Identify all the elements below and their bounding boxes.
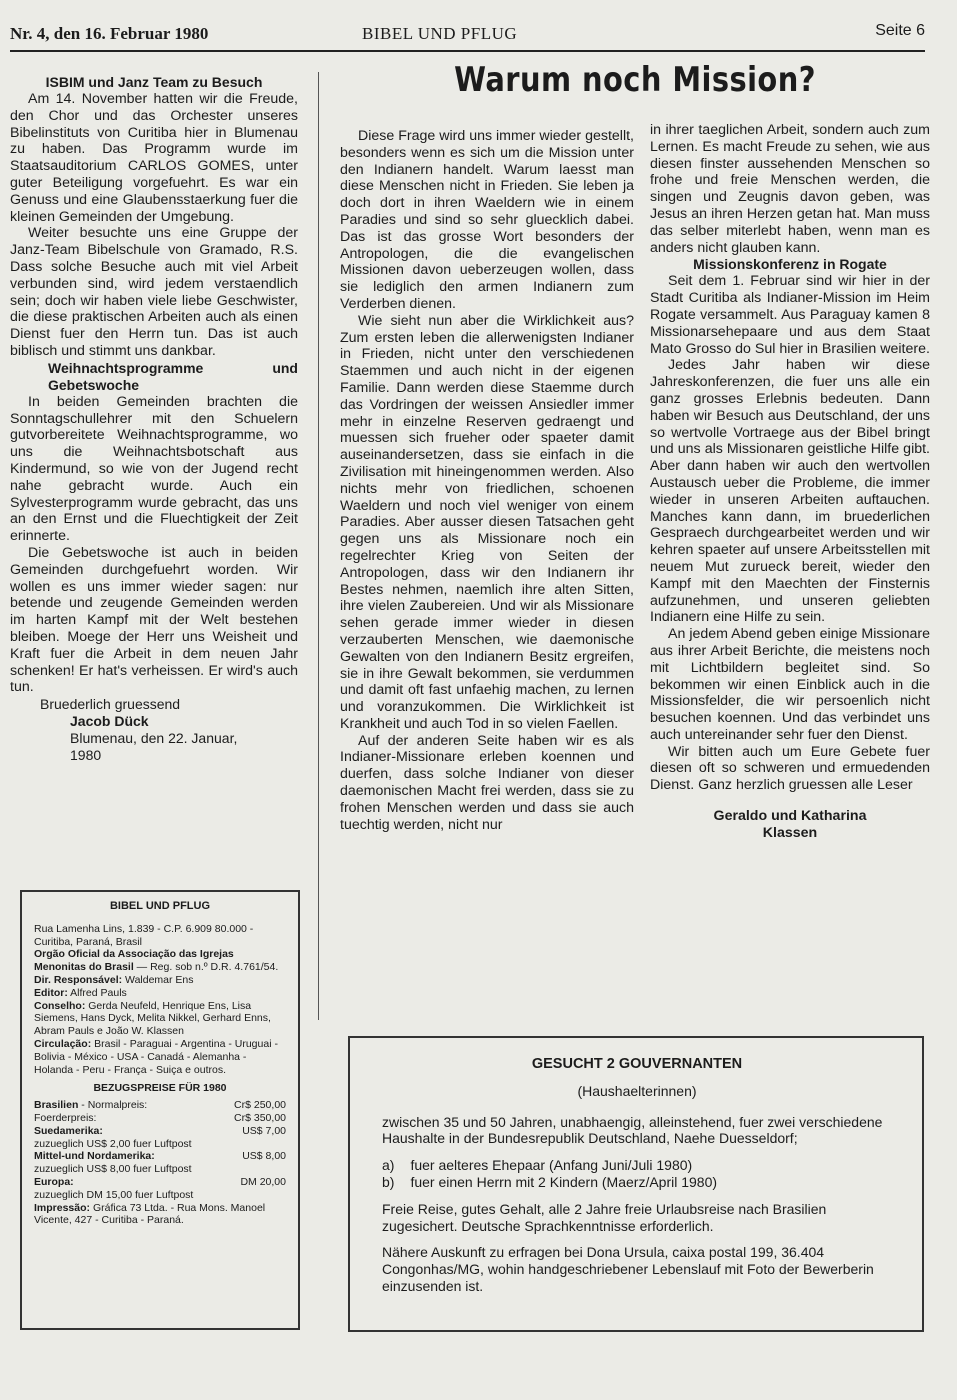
paragraph: Die Gebetswoche ist auch in beiden Gemeinden durchgefuehrt worden. Wir wollen es uns immer wieder sagen: nur betende und zeugende Gemeinden werden im harten Kampf mit der Welt bestehen bleiben. Moege der Herr uns Weisheit und Kraft fuer die Arbeit in dem neuen Jahr schenken! Er hat's verheissen. Er wird's auch tun. [10,544,298,696]
price-row: Suedamerika: US$ 7,00 [34,1124,286,1137]
ad-paragraph: Nähere Auskunft zu erfragen bei Dona Ursula, caixa postal 199, 36.404 Congonhas/MG, wohin handgeschriebener Lebenslauf mit Foto der Bewerberin einzusenden ist. [382,1244,874,1294]
price-list [34,1099,286,1201]
paragraph: Wir bitten auch um Eure Gebete fuer diesen oft so schweren und ermuedenden Dienst. Ganz herzlich gruessen alle Leser [650,743,930,794]
price-value: DM 20,00 [240,1175,286,1188]
paragraph: Seit dem 1. Februar sind wir hier in der Stadt Curitiba als Indianer-Mission im Heim Rogate versammelt. Aus Paraguay kamen 8 Missionarsehepaare und aus dem Staat Mato Grosso do Sul hier in Brasilien weitere. [650,273,930,357]
article-signature-line1: Geraldo und Katharina [713,808,867,825]
place-date: Blumenau, den 22. Januar, [70,730,238,747]
price-value: US$ 7,00 [242,1124,286,1137]
price-row: Mittel-und Nordamerika: US$ 8,00 [34,1150,286,1163]
paragraph: Auf der anderen Seite haben wir es als Indianer-Missionare erleben koennen und duerfen, dass solche Indianer von dieser daemonischen Macht frei werden, dass sie zu frohen Menschen werden und dass sie auch tuechtig werden, nicht nur [340,732,634,833]
imprint-print: Impressão: Gráfica 73 Ltda. - Rua Mons. Manoel Vicente, 427 - Curitiba - Paraná. [34,1201,266,1227]
job-ad-box [348,1036,924,1332]
price-row: Foerderpreis: Cr$ 350,00 [34,1111,286,1124]
imprint-title: BIBEL UND PFLUG [109,900,211,912]
article-headline: Warum noch Mission? [454,60,816,100]
issue-info: Nr. 4, den 16. Februar 1980 [10,24,209,43]
imprint-circulation: Circulação: Brasil - Paraguai - Argentina - Uruguai - Bolivia - México - USA - Canadá - Alemanha - Holanda - Peru - França - Suiça e outros. [34,1037,278,1076]
ad-subtitle: (Haushaelterinnen) [577,1082,697,1099]
price-row: zuzueglich DM 15,00 fuer Luftpost [34,1188,194,1201]
price-row: zuzueglich US$ 8,00 fuer Luftpost [34,1163,192,1176]
header-rule [10,50,925,52]
section-heading-konferenz: Missionskonferenz in Rogate [693,256,887,273]
article-heading-weihnacht: Weihnachtsprogramme und Gebetswoche [48,359,298,393]
middle-column [340,128,634,833]
price-row: zuzueglich US$ 2,00 fuer Luftpost [34,1137,192,1150]
ad-item-a: a) fuer aelteres Ehepaar (Anfang Juni/Juli 1980) [382,1157,693,1174]
column-divider [318,72,319,1020]
right-column [650,122,930,842]
signature-block [10,696,298,764]
paragraph: An jedem Abend geben einige Missionare aus ihrer Arbeit Berichte, die meistens noch mit Lichtbildern begleitet sind. So bekommen wir einen Einblick auch in die Missionsfelder, die wir persoenlich nicht besuchen koennen. Und das verbindet uns auch untereinander sehr fuer den Dienst. [650,626,930,743]
article-signature-line2: Klassen [762,824,818,841]
price-row: Brasilien - Normalpreis: Cr$ 250,00 [34,1099,286,1112]
imprint-council: Conselho: Gerda Neufeld, Henrique Ens, Lisa Siemens, Hans Dyck, Melita Nikkel, Gerhard Enns, Abram Pauls e João W. Klassen [34,999,271,1038]
year: 1980 [70,747,102,764]
paragraph: Wie sieht nun aber die Wirklichkeit aus? Zum ersten leben die allerwenigsten Indianer in Frieden, nicht unter den verschiedenen Staemmen und auch nicht in der eigenen Familie. Dann werden diese Staemme durch das Vordringen der weissen Ansiedler immer mehr in einzelne Reserven gedraengt und muessen sich frueher oder spaeter damit auseinandersetzen, dass sie einfach in die Zivilisation mit hineingenommen werden. Also nichts mehr von friedlichen, schoenen Waeldern und noch viel weniger von einem Paradies. Aber ausser diesen Tatsachen geht gegen uns als Missionare noch ein regelrechter Krieg von Seiten der Antropologen, dass wir den Indianern ihr Bestes nehmen, naemlich ihre alten Sitten, ihre vielen Zaubereien. Und wir als Missionare sehen gerade immer wieder in diesen verzauberten Menschen, wie daemonische Gewalten von den Indianern Besitz ergreifen, sie in ihre Gewalt bekommen, sie verdummen und damit oft fast unfaehig machen, zu lernen und voranzukommen. Die Wirklichkeit ist Krankheit und auch Tod in so vielen Faellen. [340,312,634,732]
price-value: US$ 8,00 [242,1150,286,1163]
price-value: Cr$ 350,00 [234,1111,286,1124]
paragraph: Diese Frage wird uns immer wieder gestellt, besonders wenn es sich um die Mission unter den Indianern handelt. Warum laesst man diese Menschen nicht in Frieden. Sie leben ja doch dort in ihren Waeldern wie in einem Paradies und sind so sehr gluecklich dabei. Das ist das grosse Wort besonders der Antropologen, die die evangelischen Missionen davon ueberzeugen wollen, dass sie lediglich den armen Indianern zum Verderben dienen. [340,128,634,312]
imprint-editor: Editor: Alfred Pauls [34,986,127,999]
paragraph: Weiter besuchte uns eine Gruppe der Janz-Team Bibelschule von Gramado, R.S. Dass solche Besuche auch mit viel Arbeit verbunden sind, wird jedem verstaendlich sein; doch wir haben viele liebe Geschwister, die diese praktischen Arbeiten auch als einen Dienst fuer den Herrn tun. Das ist auch biblisch und stimmt uns dankbar. [10,225,298,359]
paper-title: BIBEL UND PFLUG [362,24,518,43]
imprint-address: Rua Lamenha Lins, 1.839 - C.P. 6.909 80.000 - Curitiba, Paraná, Brasil [34,922,254,948]
paragraph: Jedes Jahr haben wir diese Jahreskonferenzen, die fuer uns alle ein ganz grosses Erlebnis bedeuten. Dann haben wir Besuch aus Deutschland, der uns so wertvolle Vortraege aus der Bibel bringt und uns als Missionaren geistliche Hilfe gibt. Aber dann haben wir auch den wertvollen Austausch ueber die Probleme, die immer wieder in unseren Arbeiten auftauchen. Manches kann dann, im bruederlichen Gespraech durchgearbeitet werden und wir kehren spaeter auf unsere Arbeitsstellen mit neuem Mut zurueck bereit, wieder den Kampf mit den Maechten der Finsternis aufzunehmen, und unseren geliebten Indianern eine Hilfe zu sein. [650,357,930,626]
author-name: Jacob Dück [70,713,149,730]
imprint-responsible: Dir. Responsável: Waldemar Ens [34,973,194,986]
imprint-organ: Orgão Oficial da Associação das Igrejas Menonitas do Brasil — Reg. sob n.º D.R. 4.761/54. [34,948,279,974]
closing: Bruederlich gruessend [40,696,181,713]
paragraph: Am 14. November hatten wir die Freude, den Chor und das Orchester unseres Bibelinstituts von Curitiba hier in Blumenau zu haben. Das Programm wurde im Staatsauditorium CARLOS GOMES, unter guter Beteiligung vorgefuehrt. Es war ein Genuss und eine Glaubensstaerkung fuer die kleinen Gemeinden der Umgebung. [10,91,298,225]
imprint-box [20,890,300,1330]
page-number: Seite 6 [875,22,925,39]
paragraph: in ihrer taeglichen Arbeit, sondern auch zum Lernen. Es macht Freude zu sehen, wie aus diesen finster aussehenden Menschen so frohe und freie Menschen werden, die singen und Zeugnis davon geben, was Jesus an ihren Herzen getan hat. Man muss das selber miterlebt haben, wenn man es anders nicht glauben kann. [650,122,930,256]
ad-item-b: b) fuer einen Herrn mit 2 Kindern (Maerz/April 1980) [382,1173,718,1190]
ad-paragraph: Freie Reise, gutes Gehalt, alle 2 Jahre freie Urlaubsreise nach Brasilien zugesichert. Deutsche Sprachkenntnisse erforderlich. [382,1200,827,1234]
ad-paragraph: zwischen 35 und 50 Jahren, unabhaengig, alleinstehend, fuer zwei verschiedene Haushalte in der Bundesrepublik Deutschland, Naehe Duesseldorf; [382,1113,883,1147]
prices-title: BEZUGSPREISE FÜR 1980 [93,1082,227,1095]
price-value: Cr$ 250,00 [234,1099,286,1112]
article-heading-isbim: ISBIM und Janz Team zu Besuch [45,74,263,90]
paragraph: In beiden Gemeinden brachten die Sonntagschullehrer mit den Schuelern gutvorbereitete Weihnachtsprogramme, wo uns die Weihnachtsbotschaft aus Kindermund, so wie von der Jugend recht nahe gebracht wurde. Auch ein Sylvesterprogramm wurde gebracht, das uns an den Ernst und die Fluechtigkeit der Zeit erinnerte. [10,393,298,545]
ad-title: GESUCHT 2 GOUVERNANTEN [531,1056,743,1072]
price-row: Europa: DM 20,00 [34,1175,286,1188]
page-header [10,22,925,50]
left-column [10,74,298,764]
